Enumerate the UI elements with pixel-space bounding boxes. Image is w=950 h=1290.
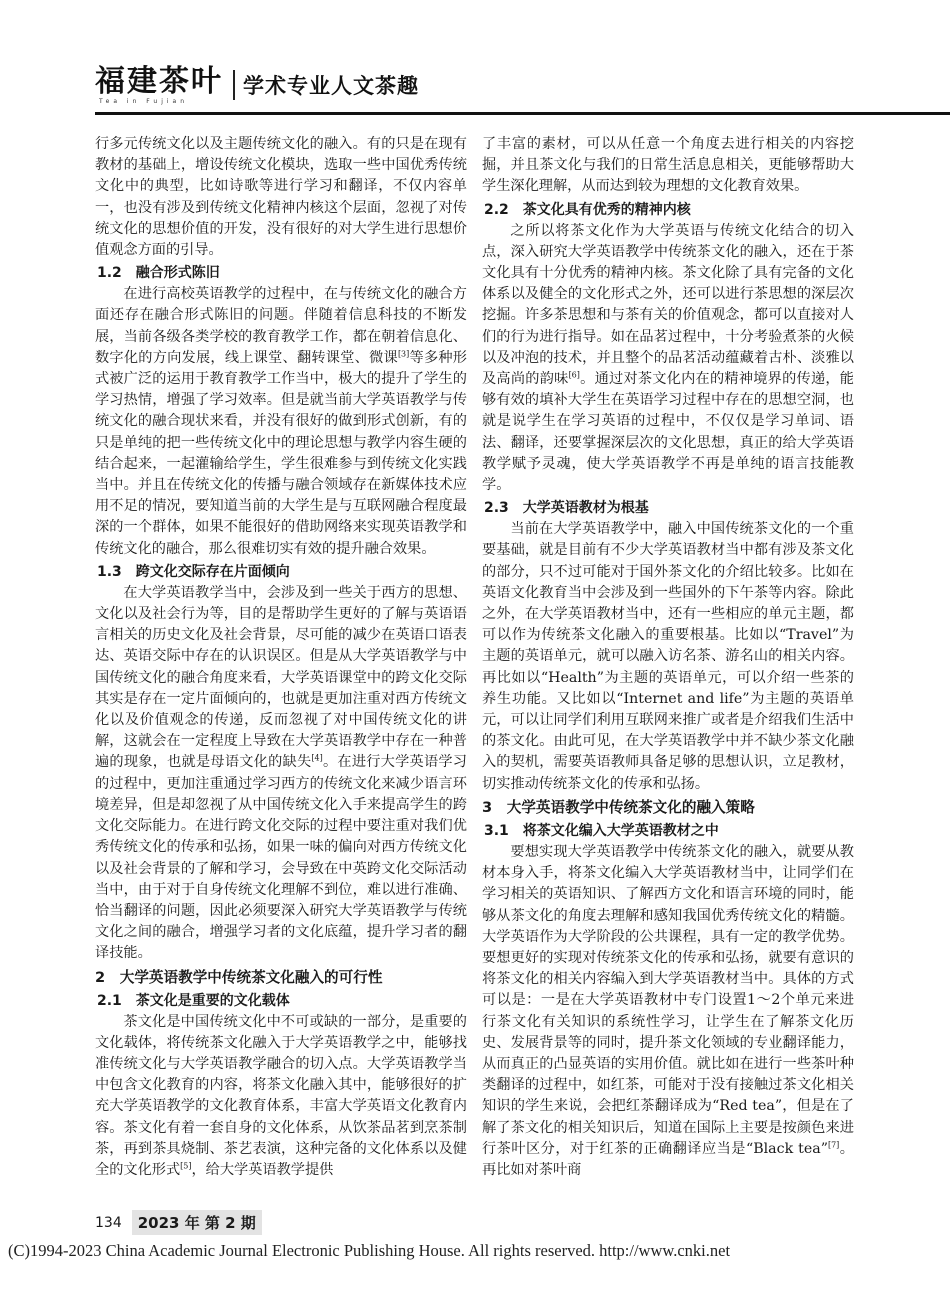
header-rule xyxy=(95,112,950,115)
page-number: 134 xyxy=(95,1214,122,1231)
header-separator xyxy=(233,70,235,100)
issue-label: 2023 年 第 2 期 xyxy=(132,1210,262,1235)
section-heading-2-3: 2.3 大学英语教材为根基 xyxy=(484,500,649,517)
citation: [3] xyxy=(397,349,410,359)
paragraph: 行多元传统文化以及主题传统文化的融入。有的只是在现有教材的基础上，增设传统文化模块，选取一些中国优秀传统文化中的典型，比如诗歌等进行学习和翻译，不仅内容单一，也没有涉及到传统文化精神内核这个层面，忽视了对传统文化的思想价值的开发，没有很好的对大学生进行思想价值观念方面的引导。 xyxy=(95,136,467,259)
citation: [5] xyxy=(180,1161,192,1171)
copyright-notice: (C)1994-2023 China Academic Journal Electronic Publishing House. All rights reserved. http://www.cnki.net xyxy=(8,1241,731,1260)
paragraph: 之所以将茶文化作为大学英语与传统文化结合的切入点，深入研究大学英语教学中传统茶文化的融入，还在于茶文化具有十分优秀的精神内核。茶文化除了具有完备的文化体系以及健全的文化形式之外，还可以进行茶思想的深层次挖掘。许多茶思想和与茶有关的价值观念，都可以直接对人们的行为进行指导。如在品茗过程中，十分考验煮茶的火候以及冲泡的技术，并且整个的品茗活动蕴藏着古朴、淡雅以及高尚的韵味[6]。通过对茶文化内在的精神境界的传递，能够有效的填补大学生在英语学习过程中存在的思想空洞，也就是说学生在学习英语的过程中，不仅仅是学习单词、语法、翻译，还要掌握深层次的文化思想，真正的给大学英语教学赋予灵魂，使大学英语教学不再是单纯的语言技能教学。 xyxy=(482,222,854,494)
journal-slogan: 学术专业人文茶趣 xyxy=(243,74,419,98)
paragraph: 茶文化是中国传统文化中不可或缺的一部分，是重要的文化载体，将传统茶文化融入于大学英语教学之中，能够找准传统文化与大学英语教学融合的切入点。大学英语教学当中包含文化教育的内容，将茶文化融入其中，能够很好的扩充大学英语教学的文化教育体系，丰富大学英语文化教育内容。茶文化有着一套自身的文化体系，从饮茶品茗到烹茶制茶，再到茶具烧制、茶艺表演，这种完备的文化体系以及健全的文化形式[5]，给大学英语教学提供 xyxy=(95,1013,467,1178)
section-heading-1-3: 1.3 跨文化交际存在片面倾向 xyxy=(97,563,290,580)
section-heading-3: 3 大学英语教学中传统茶文化的融入策略 xyxy=(482,798,755,816)
citation: [7] xyxy=(827,1140,840,1149)
citation: [4] xyxy=(311,753,323,763)
section-heading-1-2: 1.2 融合形式陈旧 xyxy=(97,265,220,282)
paragraph: 要想实现大学英语教学中传统茶文化的融入，就要从教材本身入手，将茶文化编入大学英语教材当中，让同学们在学习相关的英语知识、了解西方文化和语言环境的同时，能够从茶文化的角度去理解和感知我国优秀传统文化的精髓。大学英语作为大学阶段的公共课程，具有一定的教学优势。要想更好的实现对传统茶文化的传承和弘扬，就要有意识的将茶文化的相关内容编入到大学英语教材当中。具体的方式可以是：一是在大学英语教材中专门设置1～2个单元来进行茶文化有关知识的系统性学习，让学生在了解茶文化历史、发展背景等的同时，提升茶文化领域的专业翻译能力，从而真正的凸显英语的实用价值。就比如在进行一些茶叶种类翻译的过程中，如红茶，可能对于没有接触过茶文化相关知识的学生来说，会把红茶翻译成为“Red tea”，但是在了解了茶文化的相关知识后，知道在国际上主要是按颜色来进行茶叶区分，对于红茶的正确翻译应当是“Black tea”[7]。再比如对茶叶商 xyxy=(482,843,854,1178)
paragraph: 了丰富的素材，可以从任意一个角度去进行相关的内容挖掘，并且茶文化与我们的日常生活息息相关，更能够帮助大学生深化理解，从而达到较为理想的文化教育效果。 xyxy=(482,136,854,195)
section-heading-2-2: 2.2 茶文化具有优秀的精神内核 xyxy=(484,201,691,218)
journal-header xyxy=(95,62,419,108)
paragraph: 在大学英语教学当中，会涉及到一些关于西方的思想、文化以及社会行为等，目的是帮助学生更好的了解与英语语言相关的历史文化及社会背景，尽可能的减少在英语口语表达、英语交际中存在的认识误区。但是从大学英语教学与中国传统文化的融合角度来看，大学英语课堂中的跨文化交际其实是存在一定片面倾向的，也就是更加注重对西方传统文化以及价值观念的传递，反而忽视了对中国传统文化的讲解，这就会在一定程度上导致在大学英语教学中存在一种普遍的现象，也就是母语文化的缺失[4]。在进行大学英语学习的过程中，更加注重通过学习西方的传统文化来减少语言环境差异，但是却忽视了从中国传统文化入手来提高学生的跨文化交际能力。在进行跨文化交际的过程中要注重对我们优秀传统文化的传承和弘扬，如果一味的偏向对西方传统文化以及社会背景的了解和学习，会导致在中英跨文化交际活动当中，由于对于自身传统文化理解不到位，难以进行准确、恰当翻译的问题，因此必须要深入研究大学英语教学与传统文化之间的融合，增强学习者的文化底蕴，提升学习者的翻译技能。 xyxy=(95,584,467,962)
page-footer xyxy=(95,1210,262,1235)
paragraph: 在进行高校英语教学的过程中，在与传统文化的融合方面还存在融合形式陈旧的问题。伴随着信息科技的不断发展，当前各级各类学校的教育教学工作，都在朝着信息化、数字化的方向发展，线上课堂、翻转课堂、微课[3]等多种形式被广泛的运用于教育教学工作当中，极大的提升了学生的学习热情，增强了学习效率。但是就当前大学英语教学与传统文化的融合现状来看，并没有很好的做到形式创新，有的只是单纯的把一些传统文化中的理论思想与教学内容生硬的结合起来，一起灌输给学生，学生很难参与到传统文化实践当中。并且在传统文化的传播与融合领域存在新媒体技术应用不足的情况，要知道当前的大学生是与互联网融合程度最深的一个群体，如果不能很好的借助网络来实现英语教学和传统文化的融合，那么很难切实有效的提升融合效果。 xyxy=(95,286,467,557)
paragraph: 当前在大学英语教学中，融入中国传统茶文化的一个重要基础，就是目前有不少大学英语教材当中都有涉及茶文化的部分，只不过可能对于国外茶文化的介绍比较多。比如在英语文化教育当中会涉及到一些国外的下午茶等内容。除此之外，在大学英语教材当中，还有一些相应的单元主题，都可以作为传统茶文化融入的重要根基。比如以“Travel”为主题的英语单元，就可以融入访名茶、游名山的相关内容。再比如以“Health”为主题的英语单元，可以介绍一些茶的养生功能。又比如以“Internet and life”为主题的英语单元，可以让同学们利用互联网来推广或者是介绍我们生活中的茶文化。由此可见，在大学英语教学中并不缺少茶文化融入的契机，需要英语教师具备足够的思想认识，立足教材，切实推动传统茶文化的传承和弘扬。 xyxy=(482,521,854,792)
section-heading-3-1: 3.1 将茶文化编入大学英语教材之中 xyxy=(484,822,719,839)
logo-text: 福建茶叶 xyxy=(95,63,223,99)
right-column xyxy=(482,134,854,1181)
left-column xyxy=(95,134,467,1181)
section-heading-2: 2 大学英语教学中传统茶文化融入的可行性 xyxy=(95,968,383,986)
citation: [6] xyxy=(568,370,580,380)
logo-subtitle: Tea in Fujian xyxy=(99,97,189,105)
section-heading-2-1: 2.1 茶文化是重要的文化载体 xyxy=(97,992,290,1009)
journal-logo xyxy=(95,63,223,105)
